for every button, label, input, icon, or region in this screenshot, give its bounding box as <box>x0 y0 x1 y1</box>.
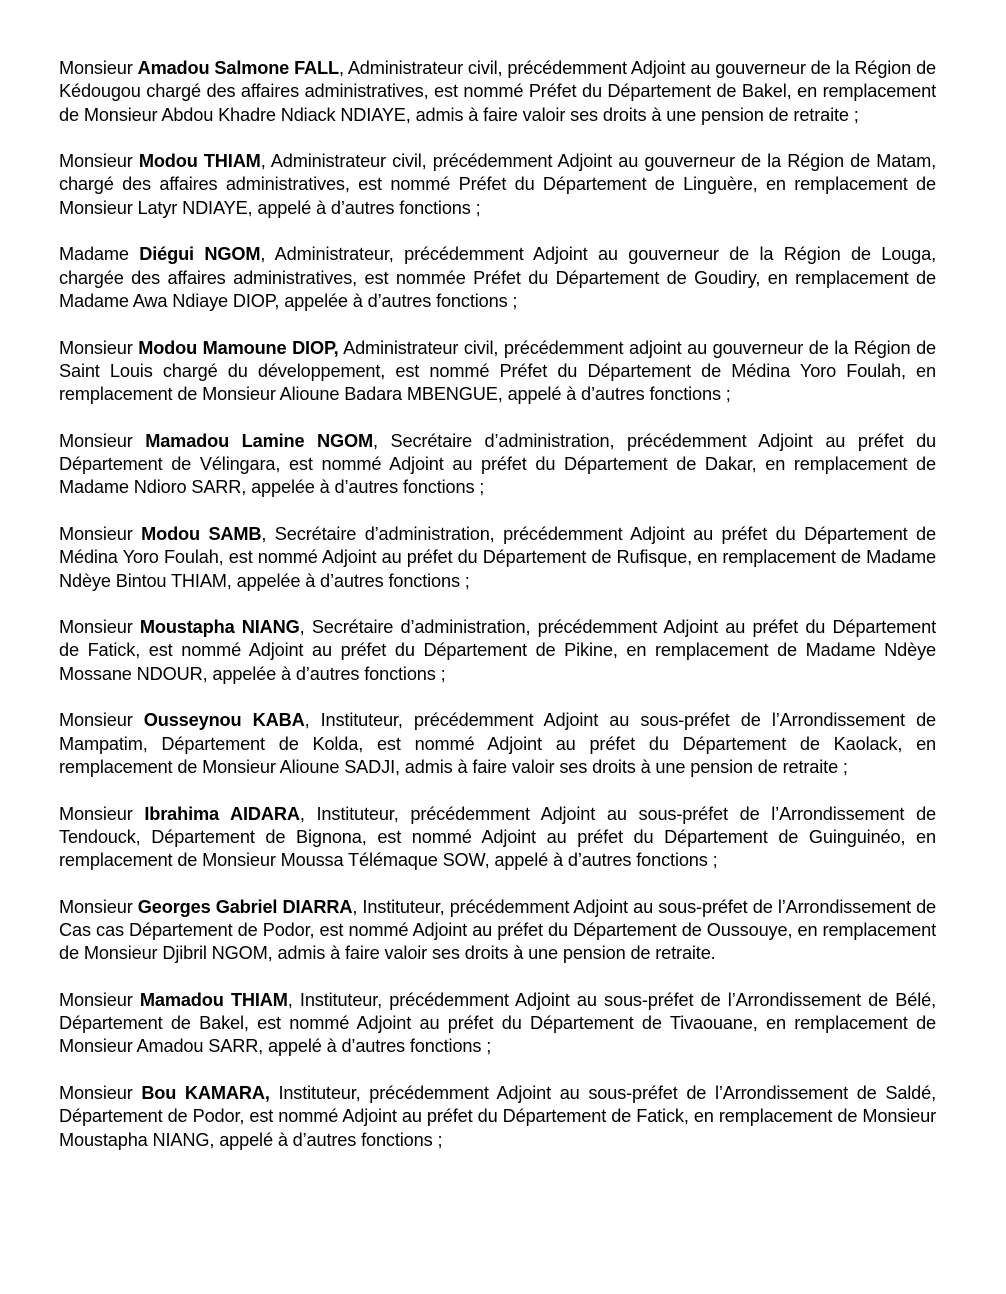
name-separator: , <box>260 151 266 172</box>
honorific: Madame <box>59 244 129 265</box>
appointee-name: Amadou Salmone FALL <box>137 58 339 78</box>
appointment-paragraph <box>59 1082 936 1152</box>
appointment-paragraph <box>59 523 936 593</box>
appointment-text: Instituteur, précédemment Adjoint au sous-préfet de l’Arrondissement de Bélé, Département de Bakel, est nommé Adjoint au préfet du Département de Tivaouane, en remplacement de Monsieur Amadou SARR, appelé à d’autres fonctions ; <box>59 989 936 1057</box>
honorific: Monsieur <box>59 58 133 78</box>
honorific: Monsieur <box>59 989 133 1010</box>
appointment-text: Instituteur, précédemment Adjoint au sous-préfet de l’Arrondissement de Tendouck, Département de Bignona, est nommé Adjoint au préfet du Département de Guinguinéo, en remplacement de Monsieur Moussa Télémaque SOW, appelé à d’autres fonctions ; <box>59 803 936 871</box>
appointee-name: Modou Mamoune DIOP, <box>138 337 339 358</box>
appointment-paragraph <box>59 430 936 500</box>
appointment-text: Administrateur civil, précédemment Adjoint au gouverneur de la Région de Matam, chargé des affaires administratives, est nommé Préfet du Département de Linguère, en remplacement de Monsieur Latyr NDIAYE, appelé à d’autres fonctions ; <box>59 151 937 218</box>
appointment-text: Administrateur civil, précédemment Adjoint au gouverneur de la Région de Kédougou chargé des affaires administratives, est nommé Préfet du Département de Bakel, en remplacement de Monsieur Abdou Khadre Ndiack NDIAYE, admis à faire valoir ses droits à une pension de retraite ; <box>59 58 937 125</box>
appointment-paragraph <box>59 989 936 1059</box>
honorific: Monsieur <box>59 337 133 358</box>
honorific: Monsieur <box>59 523 133 544</box>
appointment-text: Instituteur, précédemment Adjoint au sous-préfet de l’Arrondissement de Cas cas Département de Podor, est nommé Adjoint au préfet du Département de Oussouye, en remplacement de Monsieur Djibril NGOM, admis à faire valoir ses droits à une pension de retraite. <box>59 896 937 964</box>
name-separator: , <box>352 896 358 917</box>
appointment-paragraph <box>59 337 936 407</box>
appointee-name: Moustapha NIANG <box>139 617 300 638</box>
honorific: Monsieur <box>59 1083 133 1104</box>
appointee-name: Modou THIAM <box>138 151 261 172</box>
appointment-text: Instituteur, précédemment Adjoint au sous-préfet de l’Arrondissement de Mampatim, Département de Kolda, est nommé Adjoint au préfet du Département de Kaolack, en remplacement de Monsieur Alioune SADJI, admis à faire valoir ses droits à une pension de retraite ; <box>59 710 937 777</box>
honorific: Monsieur <box>59 896 133 917</box>
appointee-name: Georges Gabriel DIARRA <box>137 896 353 917</box>
appointment-text: Secrétaire d’administration, précédemment Adjoint au préfet du Département de Fatick, est nommé Adjoint au préfet du Département de Pikine, en remplacement de Madame Ndèye Mossane NDOUR, appelée à d’autres fonctions ; <box>59 617 937 684</box>
honorific: Monsieur <box>59 803 133 824</box>
appointment-text: Administrateur, précédemment Adjoint au gouverneur de la Région de Louga, chargée des affaires administratives, est nommée Préfet du Département de Goudiry, en remplacement de Madame Awa Ndiaye DIOP, appelée à d’autres fonctions ; <box>59 244 937 311</box>
honorific: Monsieur <box>59 617 133 638</box>
name-separator: , <box>338 58 344 78</box>
name-separator: , <box>373 430 378 451</box>
honorific: Monsieur <box>59 710 133 731</box>
appointment-paragraph <box>59 150 936 220</box>
name-separator: , <box>299 803 305 824</box>
appointment-text: Instituteur, précédemment Adjoint au sous-préfet de l’Arrondissement de Saldé, Département de Podor, est nommé Adjoint au préfet du Département de Fatick, en remplacement de Monsieur Moustapha NIANG, appelé à d’autres fonctions ; <box>59 1083 937 1150</box>
appointee-name: Mamadou Lamine NGOM <box>145 430 374 451</box>
appointee-name: Modou SAMB <box>141 523 262 544</box>
honorific: Monsieur <box>59 151 133 172</box>
name-separator: , <box>299 617 305 638</box>
appointee-name: Ibrahima AIDARA <box>144 803 300 824</box>
appointment-paragraph <box>59 896 936 966</box>
appointment-text: Secrétaire d’administration, précédemment Adjoint au préfet du Département de Médina Yoro Foulah, est nommé Adjoint au préfet du Département de Rufisque, en remplacement de Madame Ndèye Bintou THIAM, appelée à d’autres fonctions ; <box>59 523 936 591</box>
name-separator: , <box>260 244 266 265</box>
appointee-name: Mamadou THIAM <box>139 989 288 1010</box>
name-separator: , <box>304 710 310 731</box>
name-separator: , <box>261 523 267 544</box>
name-separator: , <box>287 989 293 1010</box>
appointment-text: Secrétaire d’administration, précédemment Adjoint au préfet du Département de Vélingara, est nommé Adjoint au préfet du Département de Dakar, en remplacement de Madame Ndioro SARR, appelée à d’autres fonctions ; <box>59 430 937 498</box>
appointment-paragraph <box>59 243 936 313</box>
appointment-paragraph <box>59 709 936 779</box>
document-page <box>59 57 936 1175</box>
appointee-name: Ousseynou KABA <box>143 710 305 731</box>
appointment-paragraph <box>59 803 936 873</box>
appointee-name: Diégui NGOM <box>139 244 261 265</box>
appointment-text: Administrateur civil, précédemment adjoint au gouverneur de la Région de Saint Louis chargé du développement, est nommé Préfet du Département de Médina Yoro Foulah, en remplacement de Monsieur Alioune Badara MBENGUE, appelé à d’autres fonctions ; <box>59 337 936 405</box>
appointment-paragraph <box>59 57 936 127</box>
honorific: Monsieur <box>59 430 133 451</box>
appointment-paragraph <box>59 616 936 686</box>
appointee-name: Bou KAMARA, <box>141 1083 270 1104</box>
